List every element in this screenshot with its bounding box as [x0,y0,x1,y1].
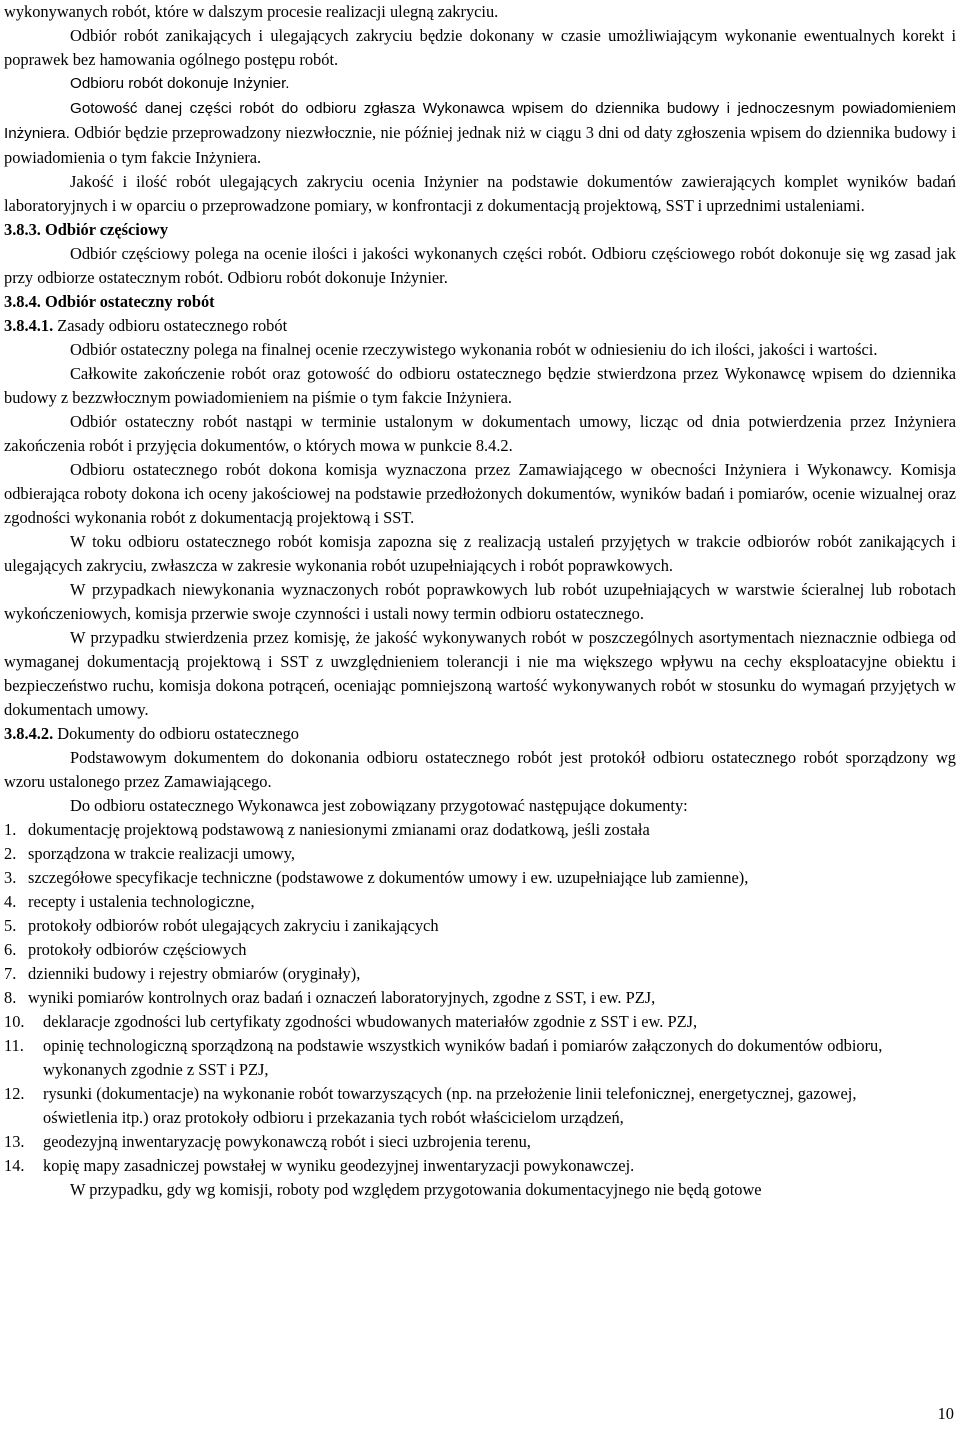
list-item [4,938,956,962]
list-item-text: opinię technologiczną sporządzoną na podstawie wszystkich wyników badań i pomiarów załączonych do dokumentów odbioru, wykonanych zgodnie z SST i PZJ, [43,1036,883,1079]
list-item-text: szczegółowe specyfikacje techniczne (podstawowe z dokumentów umowy i ew. uzupełniające lub zamienne), [28,868,749,887]
section-heading-3841 [4,314,956,338]
list-item [4,890,956,914]
list-item-text: recepty i ustalenia technologiczne, [28,892,255,911]
list-item-text: kopię mapy zasadniczej powstałej w wyniku geodezyjnej inwentaryzacji powykonawczej. [43,1156,635,1175]
paragraph-3842-2: Do odbioru ostatecznego Wykonawca jest zobowiązany przygotować następujące dokumenty: [70,796,688,815]
list-item-text: dzienniki budowy i rejestry obmiarów (oryginały), [28,964,361,983]
list-item-number: 10. [4,1012,25,1031]
list-item [4,962,956,986]
paragraph-3841-3: Odbiór ostateczny robót nastąpi w terminie ustalonym w dokumentach umowy, licząc od dnia potwierdzenia przez Inżyniera zakończenia robót i przyjęcia dokumentów, o których mowa w punkcie 8.4.2. [4,412,956,455]
list-item-number: 7. [4,964,17,983]
section-title-3841: Zasady odbioru ostatecznego robót [53,316,288,335]
list-item [4,1130,956,1154]
section-number-3841: 3.8.4.1. [4,316,54,335]
list-item-text: rysunki (dokumentacje) na wykonanie robót towarzyszących (np. na przełożenie linii telefonicznej, energetycznej, gazowej, oświetlenia itp.) oraz protokoły odbioru i przekazania tych robót właścicielom urządzeń, [43,1084,857,1127]
list-item [4,1154,956,1178]
list-item [4,914,956,938]
list-item [4,1082,956,1130]
odbior-termin-text: Odbiór będzie przeprowadzony niezwłocznie, nie później jednak niż w ciągu 3 dni od daty zgłoszenia wpisem do dziennika budowy i powiadomienia o tym fakcie Inżyniera. [4,123,956,167]
paragraph-3841-6: W przypadkach niewykonania wyznaczonych robót poprawkowych lub robót uzupełniających w warstwie ścieralnej lub robotach wykończeniowych, komisja przerwie swoje czynności i ustali nowy termin odbioru ostatecznego. [4,580,956,623]
paragraph-3841-2: Całkowite zakończenie robót oraz gotowość do odbioru ostatecznego będzie stwierdzona przez Wykonawcę wpisem do dziennika budowy z bezzwłocznym powiadomieniem na piśmie o tym fakcie Inżyniera. [4,364,956,407]
paragraph-3842-1: Podstawowym dokumentem do dokonania odbioru ostatecznego robót jest protokół odbioru ostatecznego robót sporządzony wg wzoru ustalonego przez Zamawiającego. [4,748,956,791]
list-item-number: 5. [4,916,17,935]
paragraph-3841-5: W toku odbioru ostatecznego robót komisja zapozna się z realizacją ustaleń przyjętych w trakcie odbiorów robót zanikających i ulegających zakryciu, zwłaszcza w zakresie wykonania robót uzupełniających i robót poprawkowych. [4,532,956,575]
paragraph-3841-7: W przypadku stwierdzenia przez komisję, że jakość wykonywanych robót w poszczególnych asortymentach nieznacznie odbiega od wymaganej dokumentacją projektową i SST z uwzględnieniem tolerancji i nie ma większego wpływu na cechy eksploatacyjne obiektu i bezpieczeństwo ruchu, komisja dokona potrąceń, oceniając pomniejszoną wartość wykonywanych robót w stosunku do wymagań przyjętych w dokumentach umowy. [4,628,956,719]
list-item-number: 12. [4,1084,25,1103]
list-item-text: dokumentację projektową podstawową z naniesionymi zmianami oraz dodatkową, jeśli została [28,820,650,839]
section-heading-384: 3.8.4. Odbiór ostateczny robót [4,292,215,311]
list-item [4,1010,956,1034]
documents-list [4,818,956,1178]
list-item-text: deklaracje zgodności lub certyfikaty zgodności wbudowanych materiałów zgodnie z SST i ew. PZJ, [43,1012,698,1031]
list-item-number: 11. [4,1036,24,1055]
list-item-text: wyniki pomiarów kontrolnych oraz badań i oznaczeń laboratoryjnych, zgodne z SST, i ew. PZJ, [28,988,656,1007]
list-item [4,866,956,890]
paragraph-odbioru-dokonuje: Odbioru robót dokonuje Inżynier. [70,75,290,92]
list-item [4,818,956,842]
list-item [4,986,956,1010]
list-item-text: protokoły odbiorów robót ulegających zakryciu i zanikających [28,916,439,935]
section-heading-3842 [4,722,956,746]
list-item [4,1034,956,1082]
section-heading-383: 3.8.3. Odbiór częściowy [4,220,169,239]
paragraph-jakosc: Jakość i ilość robót ulegających zakryciu ocenia Inżynier na podstawie dokumentów zawierających komplet wyników badań laboratoryjnych i w oparciu o przeprowadzone pomiary, w konfrontacji z dokumentacją projektową, SST i uprzednimi ustaleniami. [4,172,956,215]
list-item-number: 1. [4,820,17,839]
paragraph-odbior-czesciowy: Odbiór częściowy polega na ocenie ilości i jakości wykonanych części robót. Odbioru częściowego robót dokonuje się wg zasad jak przy odbiorze ostatecznym robót. Odbioru robót dokonuje Inżynier. [4,244,956,287]
list-item-number: 14. [4,1156,25,1175]
list-item-number: 8. [4,988,17,1007]
list-item-text: sporządzona w trakcie realizacji umowy, [28,844,295,863]
paragraph-3841-1: Odbiór ostateczny polega na finalnej ocenie rzeczywistego wykonania robót w odniesieniu do ich ilości, jakości i wartości. [70,340,878,359]
paragraph-gotowosc [4,96,956,170]
paragraph-zanikajace: Odbiór robót zanikających i ulegających zakryciu będzie dokonany w czasie umożliwiającym wykonanie ewentualnych korekt i poprawek bez hamowania ogólnego postępu robót. [4,26,956,69]
paragraph-closing: W przypadku, gdy wg komisji, roboty pod względem przygotowania dokumentacyjnego nie będą gotowe [70,1180,762,1199]
document-page [4,0,956,1202]
paragraph-3841-4: Odbioru ostatecznego robót dokona komisja wyznaczona przez Zamawiającego w obecności Inżyniera i Wykonawcy. Komisja odbierająca roboty dokona ich oceny jakościowej na podstawie przedłożonych dokumentów, wyników badań i pomiarów, ocenie wizualnej oraz zgodności wykonania robót z dokumentacją projektową i SST. [4,460,956,527]
section-title-3842: Dokumenty do odbioru ostatecznego [53,724,299,743]
list-item-number: 6. [4,940,17,959]
list-item-number: 2. [4,844,17,863]
list-item-number: 3. [4,868,17,887]
section-number-3842: 3.8.4.2. [4,724,54,743]
list-item-text: protokoły odbiorów częściowych [28,940,247,959]
list-item [4,842,956,866]
list-item-text: geodezyjną inwentaryzację powykonawczą robót i sieci uzbrojenia terenu, [43,1132,531,1151]
list-item-number: 4. [4,892,17,911]
gotowosc-text: Gotowość danej części robót do odbioru zgłasza Wykonawca wpisem do dziennika budowy i jednoczesnym powiadomieniem Inżyniera. [4,100,956,142]
list-item-number: 13. [4,1132,25,1151]
page-number: 10 [937,1404,954,1423]
paragraph-continuation: wykonywanych robót, które w dalszym procesie realizacji ulegną zakryciu. [4,2,499,21]
